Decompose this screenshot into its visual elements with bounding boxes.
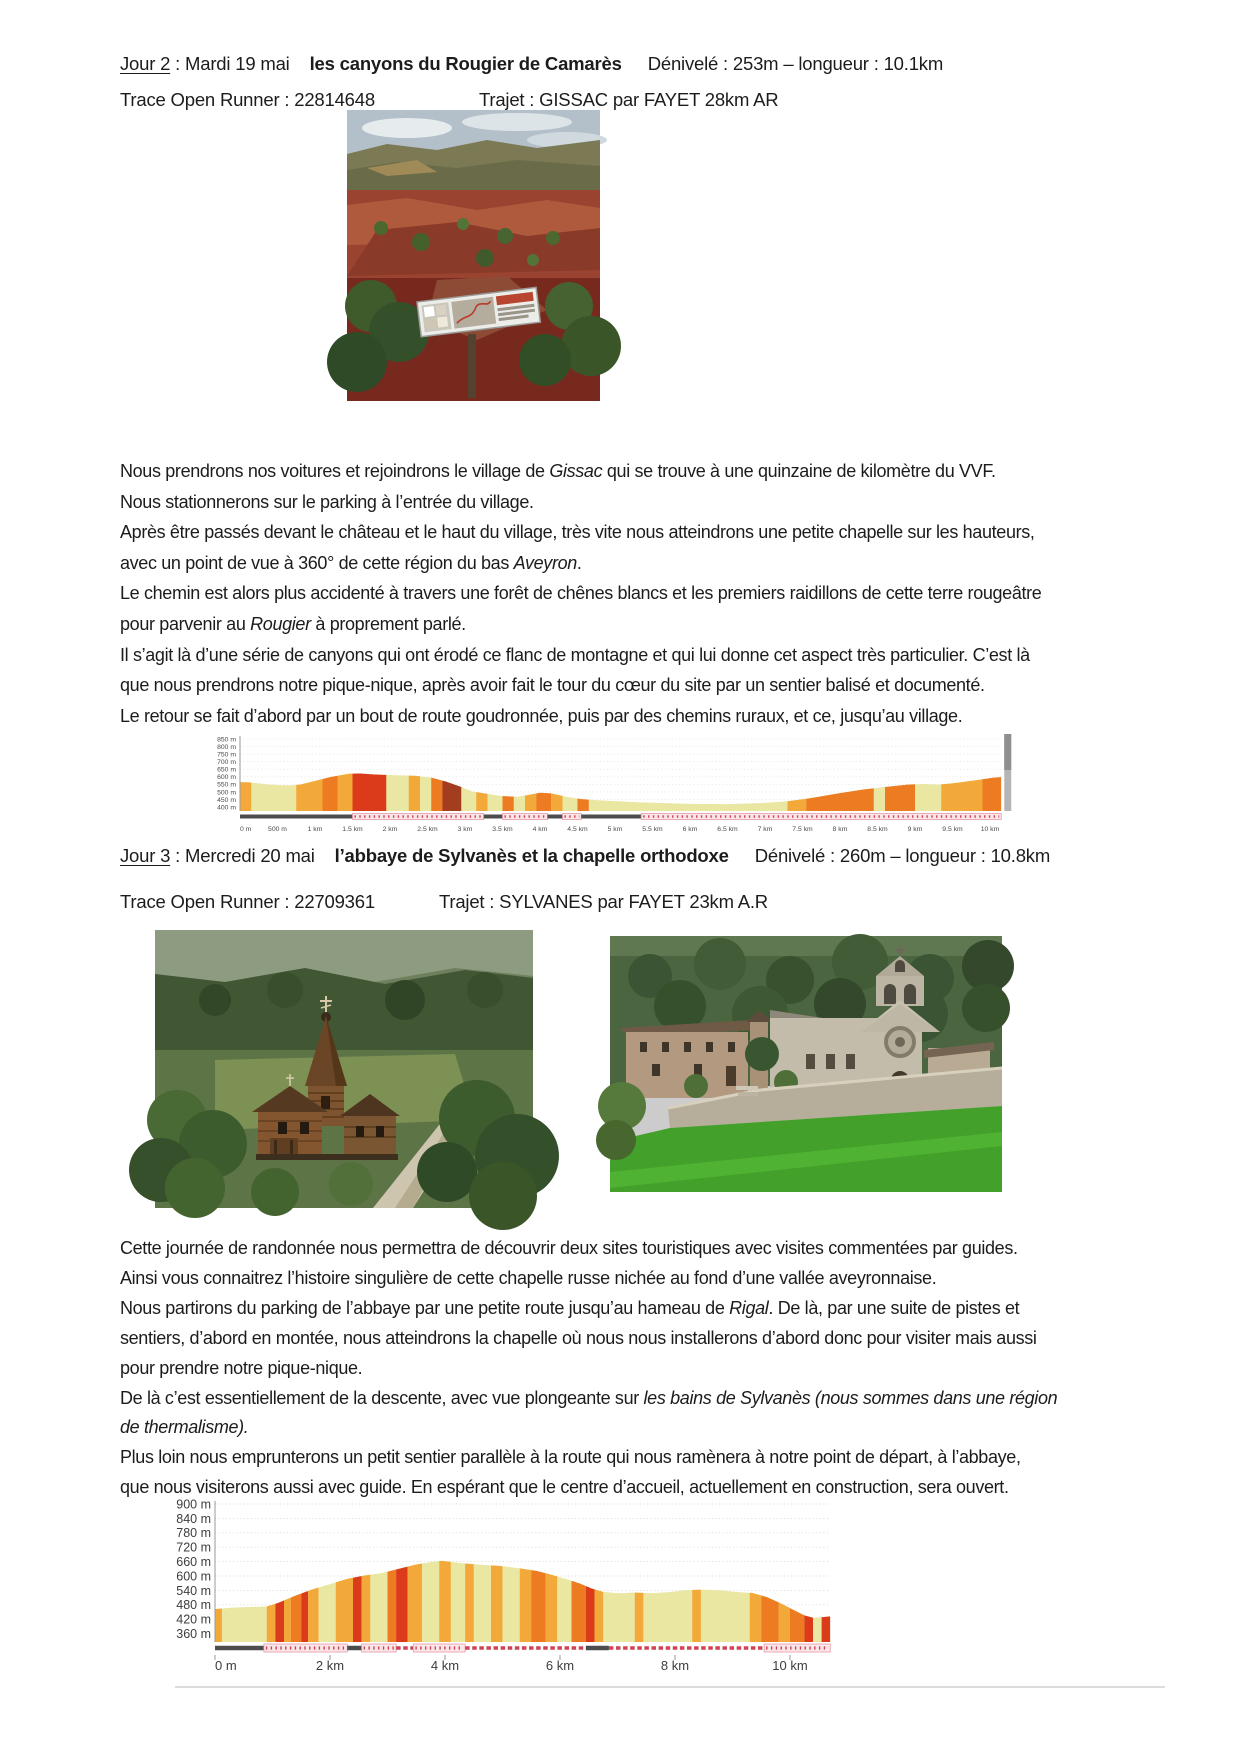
day3-jour-label: Jour 3 [120,845,171,866]
day2-trajet: Trajet : GISSAC par FAYET 28km AR [478,89,779,110]
svg-text:1.5 km: 1.5 km [342,826,363,833]
day2-subheading [120,89,778,111]
panel-post [468,334,476,398]
abbey-photo-art [610,936,1002,1192]
paragraph-line: pour prendre notre pique-nique. [120,1357,363,1378]
x-axis-labels [240,826,1000,833]
svg-text:480 m: 480 m [176,1598,211,1613]
svg-text:800 m: 800 m [217,743,236,751]
svg-text:360 m: 360 m [176,1626,211,1641]
photo-chapelle-orthodoxe [155,930,533,1208]
paragraph-line: Nous prendrons nos voitures et rejoindrons le village de Gissac qui se trouve à une quinzaine de kilomètre du VVF. [120,461,996,481]
svg-text:5.5 km: 5.5 km [642,826,663,833]
day2-heading [120,53,943,75]
svg-text:650 m: 650 m [217,766,236,774]
paragraph-line: que nous visiterons aussi avec guide. En espérant que le centre d’accueil, actuellement en construction, sera ouvert. [120,1477,1009,1498]
svg-text:0 m: 0 m [240,826,252,833]
day2-trace-openrunner: Trace Open Runner : 22814648 [120,89,375,110]
paragraph-line: Nous partirons du parking de l’abbaye par une petite route jusqu’au hameau de Rigal. De là, par une suite de pistes et [120,1297,1020,1318]
svg-text:6 km: 6 km [545,1658,575,1673]
day3-stats: Dénivelé : 260m – longueur : 10.8km [754,845,1051,866]
day2-title: les canyons du Rougier de Camarès [309,53,622,74]
svg-text:4 km: 4 km [430,1658,460,1673]
canyon-photo-art [347,110,600,401]
day2-jour-label: Jour 2 [120,53,171,74]
bottom-divider [175,1686,1165,1688]
svg-text:2 km: 2 km [382,826,398,833]
svg-text:10 km: 10 km [772,1658,808,1673]
svg-text:840 m: 840 m [176,1511,211,1526]
day3-elevation-chart [170,1496,870,1696]
svg-text:660 m: 660 m [176,1554,211,1569]
svg-text:2.5 km: 2.5 km [417,826,438,833]
svg-text:9 km: 9 km [907,826,923,833]
svg-text:600 m: 600 m [176,1569,211,1584]
paragraph-line: Après être passés devant le château et le haut du village, très vite nous atteindrons une petite chapelle sur les hauteurs, [120,522,1035,543]
day3-subheading [120,891,768,913]
svg-text:3 km: 3 km [457,826,473,833]
svg-text:5 km: 5 km [607,826,623,833]
svg-text:700 m: 700 m [217,759,236,767]
svg-text:450 m: 450 m [217,796,236,804]
svg-text:2 km: 2 km [315,1658,345,1673]
svg-text:720 m: 720 m [176,1540,211,1555]
day2-stats: Dénivelé : 253m – longueur : 10.1km [647,53,944,74]
svg-text:600 m: 600 m [217,774,236,782]
paragraph-line: De là c’est essentiellement de la descente, avec vue plongeante sur les bains de Sylvanès (nous sommes dans une région [120,1387,1058,1408]
elevation-area [240,734,1001,811]
x-axis-labels [215,1655,808,1673]
svg-text:540 m: 540 m [176,1583,211,1598]
paragraph-line: de thermalisme). [120,1417,249,1438]
svg-text:7.5 km: 7.5 km [792,826,813,833]
chapel-photo-art [155,930,533,1208]
svg-text:8.5 km: 8.5 km [867,826,888,833]
svg-text:9.5 km: 9.5 km [942,826,963,833]
svg-text:6 km: 6 km [682,826,698,833]
paragraph-line: Il s’agit là d’une série de canyons qui ont érodé ce flanc de montagne et qui lui donne cet aspect très particulier. C’est là [120,644,1030,665]
photo-abbaye-sylvanes [610,936,1002,1192]
day3-trace-openrunner: Trace Open Runner : 22709361 [120,891,375,912]
svg-text:780 m: 780 m [176,1526,211,1541]
svg-text:420 m: 420 m [176,1612,211,1627]
svg-text:10 km: 10 km [980,826,1000,833]
svg-text:8 km: 8 km [832,826,848,833]
day2-paragraph [120,456,1041,731]
photo-canyon-rougier [347,110,600,401]
svg-text:7 km: 7 km [757,826,773,833]
elevation-profile-day2 [217,731,1015,837]
paragraph-line: Ainsi vous connaitrez l’histoire singulière de cette chapelle russe nichée au fond d’une vallée aveyronnaise. [120,1267,937,1288]
svg-text:750 m: 750 m [217,751,236,759]
day3-date: : Mercredi 20 mai [170,845,315,866]
paragraph-line: Le retour se fait d’abord par un bout de route goudronnée, puis par des chemins ruraux, et ce, jusqu’au village. [120,705,963,726]
paragraph-line: Cette journée de randonnée nous permettra de découvrir deux sites touristiques avec visites commentées par guides. [120,1238,1018,1258]
day3-trajet: Trajet : SYLVANES par FAYET 23km A.R [438,891,768,912]
day2-elevation-chart [217,731,1015,837]
svg-text:6.5 km: 6.5 km [717,826,738,833]
svg-text:8 km: 8 km [660,1658,690,1673]
svg-text:900 m: 900 m [176,1497,211,1512]
paragraph-line: Le chemin est alors plus accidenté à travers une forêt de chênes blancs et les premiers raidillons de cette terre rougeâtre [120,583,1042,604]
svg-text:3.5 km: 3.5 km [492,826,513,833]
elevation-profile-day3 [170,1496,870,1696]
surface-type-bar [215,1644,830,1652]
svg-text:850 m: 850 m [217,736,236,744]
paragraph-line: sentiers, d’abord en montée, nous atteindrons la chapelle où nous nous installerons d’abord donc pour visiter mais aussi [120,1327,1037,1348]
surface-type-bar [240,814,1001,820]
day3-paragraph [120,1234,1057,1503]
paragraph-line: que nous prendrons notre pique-nique, après avoir fait le tour du cœur du site par un sentier balisé et documenté. [120,675,985,696]
paragraph-line: Nous stationnerons sur le parking à l’entrée du village. [120,491,534,512]
elevation-area [215,1499,830,1642]
svg-text:500 m: 500 m [268,826,287,833]
svg-text:550 m: 550 m [217,781,236,789]
svg-text:1 km: 1 km [307,826,323,833]
paragraph-line: Plus loin nous emprunterons un petit sentier parallèle à la route qui nous ramènera à notre point de départ, à l’abbaye, [120,1447,1021,1468]
svg-text:4 km: 4 km [532,826,548,833]
svg-text:500 m: 500 m [217,789,236,797]
day3-title: l’abbaye de Sylvanès et la chapelle orthodoxe [334,845,729,866]
paragraph-line: pour parvenir au Rougier à proprement parlé. [120,613,466,634]
day3-heading [120,845,1050,867]
svg-text:400 m: 400 m [217,804,236,812]
day2-date: : Mardi 19 mai [170,53,290,74]
svg-text:4.5 km: 4.5 km [567,826,588,833]
paragraph-line: avec un point de vue à 360° de cette région du bas Aveyron. [120,552,582,573]
svg-text:0 m: 0 m [215,1658,237,1673]
